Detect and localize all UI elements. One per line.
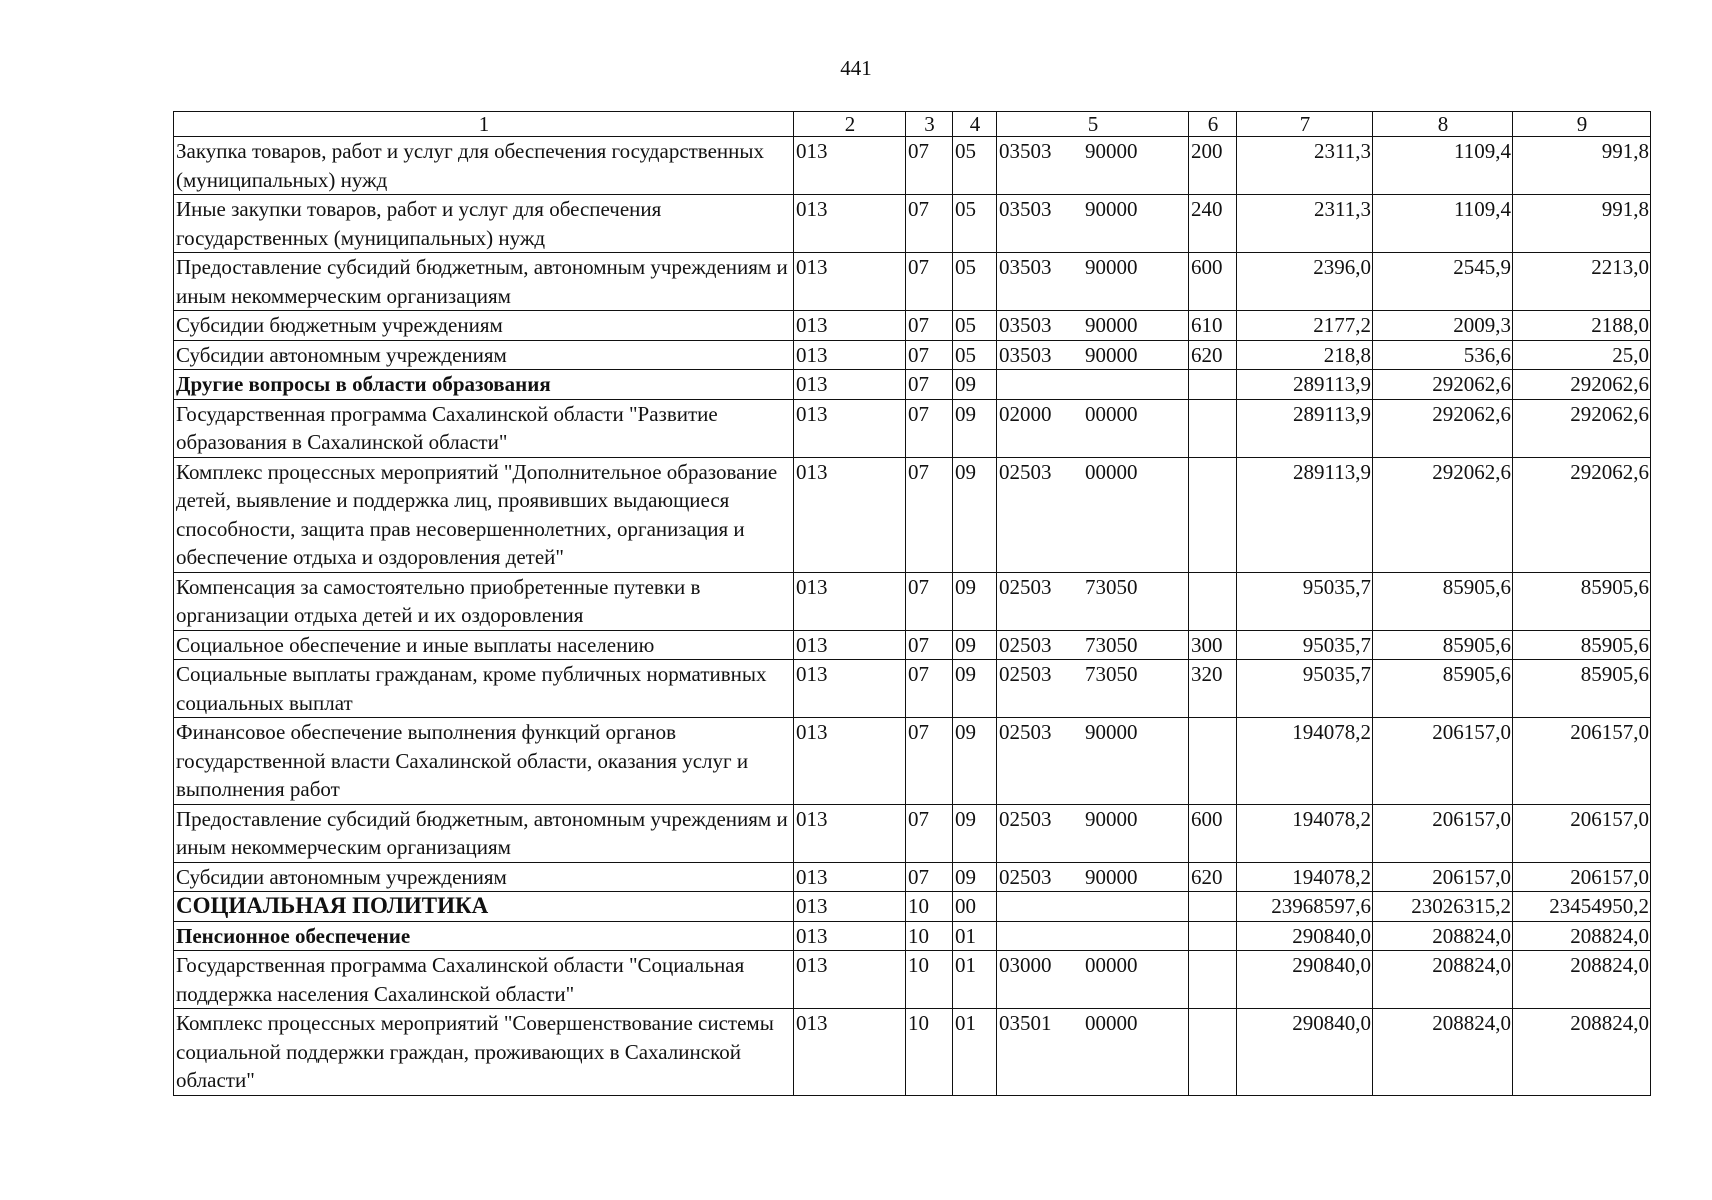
- header-col-9: 9: [1513, 112, 1651, 137]
- cell-col-2: 013: [794, 457, 906, 572]
- cell-col-2: 013: [794, 311, 906, 341]
- table-row: [174, 195, 1651, 253]
- cell-col-8: 206157,0: [1373, 718, 1513, 805]
- cell-col-3: 07: [906, 572, 953, 630]
- cell-col-4: 09: [953, 572, 997, 630]
- cell-col-7: 194078,2: [1237, 862, 1373, 892]
- cell-col-3: 07: [906, 399, 953, 457]
- table-row: [174, 340, 1651, 370]
- cell-col-5: 02503 73050: [997, 660, 1189, 718]
- cell-col-3: 07: [906, 457, 953, 572]
- cell-col-7: 2396,0: [1237, 253, 1373, 311]
- cell-col-8: 206157,0: [1373, 804, 1513, 862]
- cell-col-6: [1189, 457, 1237, 572]
- cell-col-6: 600: [1189, 253, 1237, 311]
- cell-col-8: 85905,6: [1373, 660, 1513, 718]
- cell-col-5: 02000 00000: [997, 399, 1189, 457]
- cell-col-5: 03503 90000: [997, 137, 1189, 195]
- cell-col-2: 013: [794, 892, 906, 922]
- cell-col-9: 206157,0: [1513, 862, 1651, 892]
- cell-col-7: 290840,0: [1237, 921, 1373, 951]
- cell-col-8: 206157,0: [1373, 862, 1513, 892]
- cell-col-2: 013: [794, 630, 906, 660]
- cell-col-3: 07: [906, 137, 953, 195]
- cell-col-4: 05: [953, 253, 997, 311]
- cell-col-7: 95035,7: [1237, 660, 1373, 718]
- cell-col-5: 02503 90000: [997, 804, 1189, 862]
- cell-col-8: 85905,6: [1373, 630, 1513, 660]
- row-name: Государственная программа Сахалинской области "Социальная поддержка населения Сахалинской области": [174, 951, 794, 1009]
- cell-col-7: 289113,9: [1237, 370, 1373, 400]
- table-row: [174, 862, 1651, 892]
- cell-col-2: 013: [794, 1009, 906, 1096]
- table-row: [174, 921, 1651, 951]
- cell-col-8: 208824,0: [1373, 951, 1513, 1009]
- cell-col-4: 09: [953, 399, 997, 457]
- cell-col-9: 292062,6: [1513, 457, 1651, 572]
- cell-col-4: 09: [953, 804, 997, 862]
- cell-col-6: [1189, 370, 1237, 400]
- cell-col-4: 01: [953, 951, 997, 1009]
- row-name: Иные закупки товаров, работ и услуг для обеспечения государственных (муниципальных) нужд: [174, 195, 794, 253]
- cell-col-8: 2545,9: [1373, 253, 1513, 311]
- cell-col-7: 289113,9: [1237, 399, 1373, 457]
- cell-col-7: 23968597,6: [1237, 892, 1373, 922]
- cell-col-5: [997, 921, 1189, 951]
- cell-col-7: 2311,3: [1237, 195, 1373, 253]
- cell-col-9: 292062,6: [1513, 370, 1651, 400]
- cell-col-4: 05: [953, 340, 997, 370]
- table-row: [174, 660, 1651, 718]
- cell-col-8: 208824,0: [1373, 1009, 1513, 1096]
- cell-col-7: 290840,0: [1237, 951, 1373, 1009]
- row-name: Пенсионное обеспечение: [174, 921, 794, 951]
- row-name: Комплекс процессных мероприятий "Совершенствование системы социальной поддержки граждан, проживающих в Сахалинской области": [174, 1009, 794, 1096]
- cell-col-7: 95035,7: [1237, 572, 1373, 630]
- row-name: Социальное обеспечение и иные выплаты населению: [174, 630, 794, 660]
- cell-col-7: 290840,0: [1237, 1009, 1373, 1096]
- cell-col-6: [1189, 572, 1237, 630]
- cell-col-2: 013: [794, 921, 906, 951]
- cell-col-4: 09: [953, 718, 997, 805]
- cell-col-6: 320: [1189, 660, 1237, 718]
- cell-col-2: 013: [794, 253, 906, 311]
- cell-col-9: 85905,6: [1513, 660, 1651, 718]
- cell-col-6: [1189, 399, 1237, 457]
- cell-col-3: 07: [906, 340, 953, 370]
- budget-table: [173, 111, 1651, 1096]
- cell-col-2: 013: [794, 862, 906, 892]
- header-col-7: 7: [1237, 112, 1373, 137]
- cell-col-4: 05: [953, 195, 997, 253]
- cell-col-2: 013: [794, 660, 906, 718]
- header-col-5: 5: [997, 112, 1189, 137]
- cell-col-4: 01: [953, 921, 997, 951]
- row-name: Закупка товаров, работ и услуг для обеспечения государственных (муниципальных) нужд: [174, 137, 794, 195]
- cell-col-6: 620: [1189, 862, 1237, 892]
- cell-col-4: 01: [953, 1009, 997, 1096]
- row-name: Субсидии автономным учреждениям: [174, 862, 794, 892]
- cell-col-3: 07: [906, 370, 953, 400]
- cell-col-7: 95035,7: [1237, 630, 1373, 660]
- cell-col-7: 2177,2: [1237, 311, 1373, 341]
- table-row: [174, 572, 1651, 630]
- cell-col-9: 208824,0: [1513, 921, 1651, 951]
- table-row: [174, 630, 1651, 660]
- header-col-3: 3: [906, 112, 953, 137]
- cell-col-2: 013: [794, 399, 906, 457]
- cell-col-5: [997, 892, 1189, 922]
- cell-col-3: 10: [906, 1009, 953, 1096]
- cell-col-9: 208824,0: [1513, 951, 1651, 1009]
- cell-col-8: 292062,6: [1373, 370, 1513, 400]
- table-row: [174, 457, 1651, 572]
- cell-col-5: 03501 00000: [997, 1009, 1189, 1096]
- header-col-2: 2: [794, 112, 906, 137]
- table-row: [174, 718, 1651, 805]
- row-name: Предоставление субсидий бюджетным, автономным учреждениям и иным некоммерческим организациям: [174, 804, 794, 862]
- table-row: [174, 892, 1651, 922]
- cell-col-6: [1189, 921, 1237, 951]
- cell-col-5: 03503 90000: [997, 253, 1189, 311]
- row-name: Субсидии автономным учреждениям: [174, 340, 794, 370]
- cell-col-8: 23026315,2: [1373, 892, 1513, 922]
- cell-col-9: 991,8: [1513, 137, 1651, 195]
- cell-col-5: 02503 73050: [997, 630, 1189, 660]
- cell-col-4: 05: [953, 311, 997, 341]
- cell-col-8: 85905,6: [1373, 572, 1513, 630]
- cell-col-8: 2009,3: [1373, 311, 1513, 341]
- cell-col-4: 09: [953, 862, 997, 892]
- table-body: [174, 137, 1651, 1096]
- row-name: Другие вопросы в области образования: [174, 370, 794, 400]
- header-row: [174, 112, 1651, 137]
- cell-col-5: 02503 90000: [997, 862, 1189, 892]
- cell-col-8: 292062,6: [1373, 457, 1513, 572]
- cell-col-3: 07: [906, 311, 953, 341]
- cell-col-2: 013: [794, 195, 906, 253]
- cell-col-6: 300: [1189, 630, 1237, 660]
- row-name: Государственная программа Сахалинской области "Развитие образования в Сахалинской области": [174, 399, 794, 457]
- cell-col-7: 194078,2: [1237, 718, 1373, 805]
- cell-col-9: 25,0: [1513, 340, 1651, 370]
- cell-col-5: 03503 90000: [997, 195, 1189, 253]
- row-name: Комплекс процессных мероприятий "Дополнительное образование детей, выявление и поддержка лиц, проявивших выдающиеся способности, защита прав несовершеннолетних, организация и обеспечение отдыха и оздоровления детей": [174, 457, 794, 572]
- row-name: Социальные выплаты гражданам, кроме публичных нормативных социальных выплат: [174, 660, 794, 718]
- cell-col-3: 07: [906, 862, 953, 892]
- table-row: [174, 399, 1651, 457]
- cell-col-3: 10: [906, 892, 953, 922]
- cell-col-8: 208824,0: [1373, 921, 1513, 951]
- cell-col-9: 206157,0: [1513, 718, 1651, 805]
- cell-col-2: 013: [794, 572, 906, 630]
- cell-col-8: 536,6: [1373, 340, 1513, 370]
- table-row: [174, 137, 1651, 195]
- table-row: [174, 253, 1651, 311]
- row-name: Компенсация за самостоятельно приобретенные путевки в организации отдыха детей и их оздоровления: [174, 572, 794, 630]
- cell-col-5: [997, 370, 1189, 400]
- cell-col-2: 013: [794, 370, 906, 400]
- cell-col-9: 2213,0: [1513, 253, 1651, 311]
- cell-col-3: 07: [906, 253, 953, 311]
- cell-col-6: 240: [1189, 195, 1237, 253]
- cell-col-2: 013: [794, 340, 906, 370]
- cell-col-3: 10: [906, 921, 953, 951]
- cell-col-8: 1109,4: [1373, 195, 1513, 253]
- header-col-1: 1: [174, 112, 794, 137]
- cell-col-3: 07: [906, 804, 953, 862]
- cell-col-4: 09: [953, 457, 997, 572]
- cell-col-9: 85905,6: [1513, 572, 1651, 630]
- cell-col-2: 013: [794, 804, 906, 862]
- cell-col-6: 600: [1189, 804, 1237, 862]
- cell-col-5: 02503 00000: [997, 457, 1189, 572]
- cell-col-6: 610: [1189, 311, 1237, 341]
- cell-col-4: 05: [953, 137, 997, 195]
- cell-col-6: 620: [1189, 340, 1237, 370]
- cell-col-4: 09: [953, 630, 997, 660]
- table-row: [174, 804, 1651, 862]
- row-name: Финансовое обеспечение выполнения функций органов государственной власти Сахалинской области, оказания услуг и выполнения работ: [174, 718, 794, 805]
- cell-col-6: [1189, 1009, 1237, 1096]
- cell-col-9: 206157,0: [1513, 804, 1651, 862]
- cell-col-2: 013: [794, 718, 906, 805]
- cell-col-2: 013: [794, 137, 906, 195]
- cell-col-3: 10: [906, 951, 953, 1009]
- header-col-8: 8: [1373, 112, 1513, 137]
- cell-col-3: 07: [906, 718, 953, 805]
- cell-col-6: 200: [1189, 137, 1237, 195]
- header-col-6: 6: [1189, 112, 1237, 137]
- cell-col-2: 013: [794, 951, 906, 1009]
- cell-col-8: 1109,4: [1373, 137, 1513, 195]
- row-name: СОЦИАЛЬНАЯ ПОЛИТИКА: [174, 892, 794, 922]
- cell-col-9: 292062,6: [1513, 399, 1651, 457]
- table-row: [174, 1009, 1651, 1096]
- cell-col-9: 85905,6: [1513, 630, 1651, 660]
- header-col-4: 4: [953, 112, 997, 137]
- cell-col-5: 03503 90000: [997, 340, 1189, 370]
- page-number: 441: [840, 56, 872, 80]
- cell-col-7: 194078,2: [1237, 804, 1373, 862]
- cell-col-7: 289113,9: [1237, 457, 1373, 572]
- cell-col-9: 991,8: [1513, 195, 1651, 253]
- cell-col-8: 292062,6: [1373, 399, 1513, 457]
- cell-col-7: 218,8: [1237, 340, 1373, 370]
- cell-col-6: [1189, 718, 1237, 805]
- cell-col-4: 00: [953, 892, 997, 922]
- cell-col-5: 02503 73050: [997, 572, 1189, 630]
- table-row: [174, 311, 1651, 341]
- cell-col-3: 07: [906, 660, 953, 718]
- cell-col-9: 23454950,2: [1513, 892, 1651, 922]
- cell-col-9: 208824,0: [1513, 1009, 1651, 1096]
- cell-col-5: 02503 90000: [997, 718, 1189, 805]
- cell-col-6: [1189, 892, 1237, 922]
- cell-col-6: [1189, 951, 1237, 1009]
- table-row: [174, 951, 1651, 1009]
- cell-col-7: 2311,3: [1237, 137, 1373, 195]
- cell-col-9: 2188,0: [1513, 311, 1651, 341]
- cell-col-5: 03000 00000: [997, 951, 1189, 1009]
- table-row: [174, 370, 1651, 400]
- row-name: Субсидии бюджетным учреждениям: [174, 311, 794, 341]
- cell-col-4: 09: [953, 370, 997, 400]
- cell-col-4: 09: [953, 660, 997, 718]
- cell-col-3: 07: [906, 630, 953, 660]
- cell-col-5: 03503 90000: [997, 311, 1189, 341]
- cell-col-3: 07: [906, 195, 953, 253]
- row-name: Предоставление субсидий бюджетным, автономным учреждениям и иным некоммерческим организациям: [174, 253, 794, 311]
